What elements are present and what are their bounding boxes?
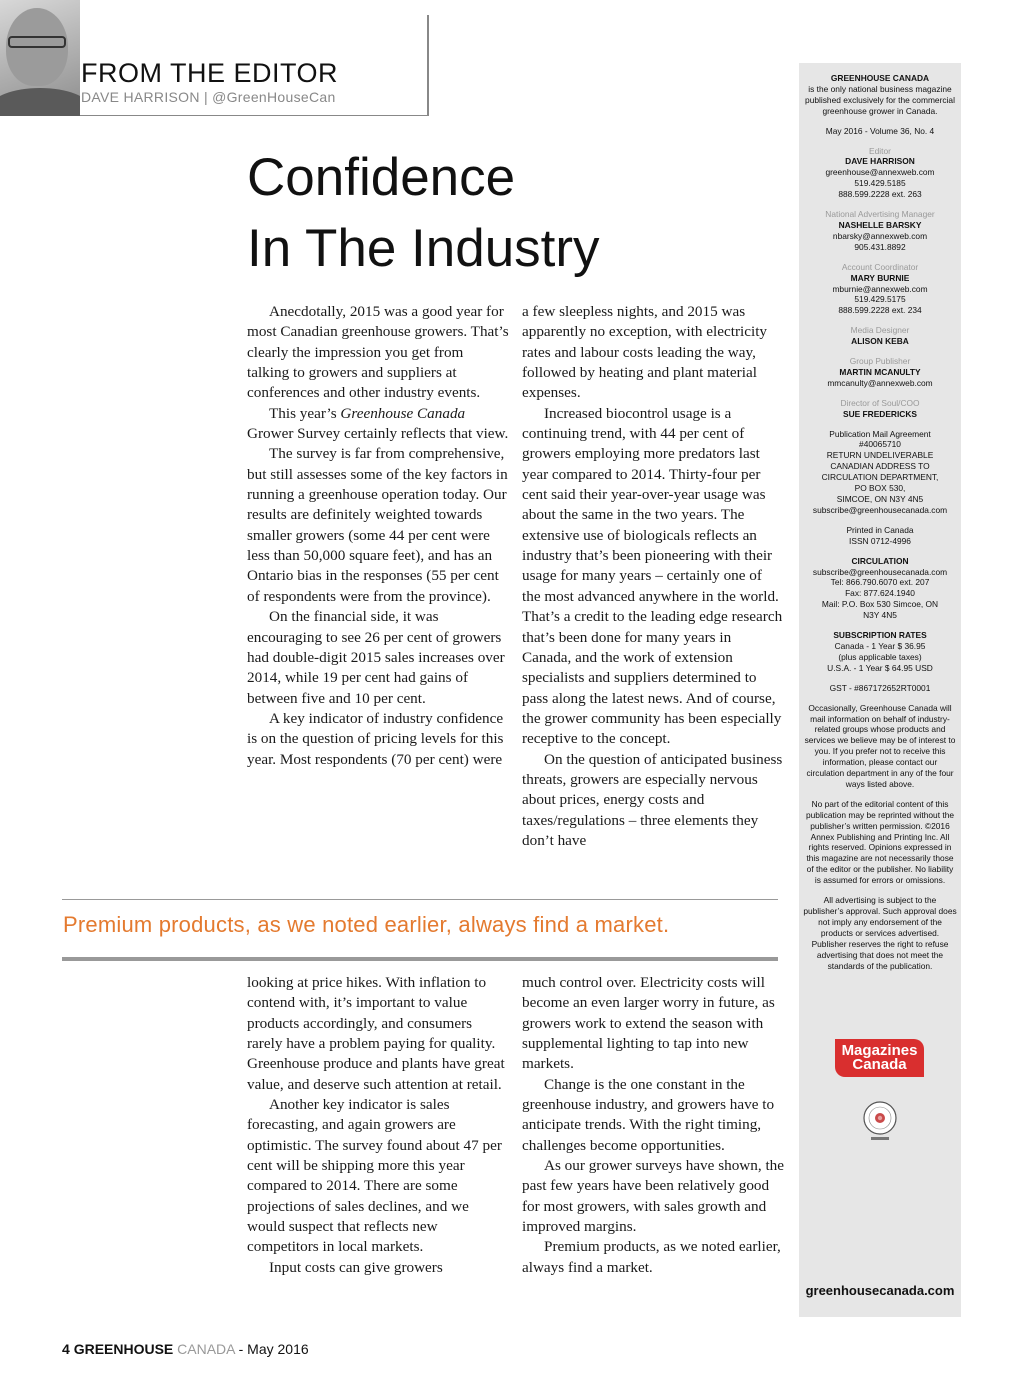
- staff-contact: 519.429.5175: [854, 294, 906, 305]
- staff-contact: 888.599.2228 ext. 263: [838, 189, 922, 200]
- paragraph: Premium products, as we noted earlier, always find a market.: [522, 1238, 781, 1276]
- circulation-title: CIRCULATION: [851, 555, 909, 566]
- printed-line: ISSN 0712-4996: [849, 535, 911, 546]
- paragraph: Increased biocontrol usage is a continuing trend, with 44 per cent of growers employing more predators last year compared to 2014. Thirty-four per cent said their year-over-year usage was about the same in the two years. The extensive use of biologicals reflects an industry that’s been pioneering with their usage for many years – certainly one of the most advanced anywhere in the world. That’s a credit to the leading edge research that’s been done for many years in Canada, and the work of extension specialists and suppliers determined to pass along the latest news. And of course, the grower community has been especially receptive to the concept.: [522, 404, 783, 748]
- masthead-staff-entry: [803, 398, 957, 420]
- article-column-2-top: [522, 302, 784, 851]
- staff-role: Group Publisher: [849, 356, 911, 367]
- circulation-line: Mail: P.O. Box 530 Simcoe, ON: [821, 599, 939, 610]
- staff-role: Media Designer: [850, 325, 910, 336]
- staff-contact: mmcanulty@annexweb.com: [827, 377, 933, 388]
- paragraph: On the financial side, it was encouraging to see 26 per cent of growers had double-digit 2015 sales increases over 2014, while 19 per cent had gains of between five and 10 per cent.: [247, 608, 505, 707]
- staff-name: MARY BURNIE: [850, 272, 910, 283]
- paragraph: looking at price hikes. With inflation to contend with, it’s important to value products accordingly, and consumers rarely have a problem paying for quality. Greenhouse produce and plants have great value, and deserve such attention at retail.: [247, 974, 505, 1093]
- circulation-line: Fax: 877.624.1940: [845, 588, 915, 599]
- subscription-line: U.S.A. - 1 Year $ 64.95 USD: [827, 662, 933, 673]
- article-column-1-top: [247, 302, 509, 770]
- circulation-line: Tel: 866.790.6070 ext. 207: [830, 577, 930, 588]
- staff-contact: 905.431.8892: [854, 241, 906, 252]
- article-headline: [247, 142, 600, 284]
- mail-agreement-line: CANADIAN ADDRESS TO: [830, 461, 930, 472]
- footer-brand-light: CANADA: [177, 1341, 235, 1357]
- website-link[interactable]: greenhousecanada.com: [805, 1283, 955, 1298]
- article-column-2-bottom: [522, 973, 784, 1278]
- header-divider-vertical: [427, 15, 429, 116]
- editor-photo: [0, 0, 80, 116]
- mail-agreement-line: RETURN UNDELIVERABLE: [826, 450, 934, 461]
- staff-name: MARTIN MCANULTY: [839, 366, 921, 377]
- masthead-circulation: [803, 556, 957, 621]
- staff-name: NASHELLE BARSKY: [838, 219, 922, 230]
- page-footer: [62, 1341, 309, 1357]
- staff-role: Editor: [869, 145, 891, 156]
- masthead-staff-entry: [803, 356, 957, 389]
- staff-role: Account Coordinator: [841, 261, 919, 272]
- headline-line-2: In The Industry: [247, 219, 600, 278]
- pull-quote-rule-top: [62, 899, 778, 900]
- staff-contact: greenhouse@annexweb.com: [825, 167, 935, 178]
- article-column-1-bottom: [247, 973, 509, 1278]
- masthead-staff-entry: [803, 209, 957, 253]
- masthead-staff-entry: [803, 146, 957, 201]
- paragraph: This year’s Greenhouse Canada Grower Survey certainly reflects that view.: [247, 404, 509, 443]
- staff-role: Director of Soul/COO: [840, 397, 920, 408]
- masthead-intro: [803, 73, 957, 117]
- paragraph: The survey is far from comprehensive, but still assesses some of the key factors in running a greenhouse operation today. Our results are definitely weighted towards smaller growers (some 44 per cent were less than 50,000 square feet), and has an Ontario bias in the responses (55 per cent of respondents were from the province).: [247, 445, 508, 605]
- page-number: 4: [62, 1341, 70, 1357]
- staff-name: DAVE HARRISON: [845, 156, 915, 167]
- masthead-notice-advertising: All advertising is subject to the publisher’s approval. Such approval does not imply any endorsement of the products or services advertised. Publisher reserves the right to refuse advertising that does not meet the standards of the publication.: [803, 895, 957, 971]
- mail-agreement-line: #40065710: [859, 439, 901, 450]
- masthead-subscription: [803, 630, 957, 674]
- paragraph: much control over. Electricity costs will become an even larger worry in future, as growers work to extend the season with supplemental lighting to tap into new markets.: [522, 974, 775, 1073]
- subscription-line: Canada - 1 Year $ 36.95: [834, 640, 926, 651]
- mail-agreement-line: Publication Mail Agreement: [829, 428, 931, 439]
- editor-byline: DAVE HARRISON | @GreenHouseCan: [81, 89, 336, 105]
- circulation-line: subscribe@greenhousecanada.com: [812, 566, 948, 577]
- staff-name: ALISON KEBA: [851, 336, 909, 347]
- staff-contact: 519.429.5185: [854, 178, 906, 189]
- paragraph: Anecdotally, 2015 was a good year for most Canadian greenhouse growers. That’s clearly the impression you get from talking to growers and suppliers at conferences and other industry events.: [247, 303, 509, 402]
- pull-quote-rule-bottom: [62, 957, 778, 961]
- masthead-pub-name: GREENHOUSE CANADA: [830, 73, 930, 83]
- paragraph: As our grower surveys have shown, the past few years have been relatively good for most growers, with sales growth and improved margins.: [522, 1157, 784, 1236]
- footer-brand-bold: GREENHOUSE: [73, 1341, 174, 1357]
- mail-agreement-line: PO BOX 530,: [854, 483, 906, 494]
- staff-contact: 888.599.2228 ext. 234: [838, 305, 922, 316]
- publication-name: Greenhouse Canada: [340, 404, 466, 422]
- subscription-line: (plus applicable taxes): [838, 651, 922, 662]
- section-title: FROM THE EDITOR: [81, 58, 339, 88]
- masthead-staff-entry: [803, 262, 957, 317]
- mail-agreement-line: CIRCULATION DEPARTMENT,: [821, 472, 939, 483]
- mail-agreement-line: subscribe@greenhousecanada.com: [812, 504, 948, 515]
- masthead-mail-agreement: [803, 429, 957, 516]
- subscription-title: SUBSCRIPTION RATES: [833, 630, 927, 641]
- masthead-printed: [803, 525, 957, 547]
- masthead-staff-entry: [803, 325, 957, 347]
- masthead-notice-mailing: Occasionally, Greenhouse Canada will mail information on behalf of industry-related groups whose products and services we believe may be of interest to you. If you prefer not to receive this information, please contact our circulation department in any of the four ways listed above.: [804, 702, 956, 789]
- circulation-line: N3Y 4N5: [863, 610, 897, 621]
- paragraph: On the question of anticipated business threats, growers are especially nervous about prices, energy costs and taxes/regulations – three elements they don’t have: [522, 750, 783, 849]
- staff-name: SUE FREDERICKS: [843, 408, 917, 419]
- masthead-staff-list: [803, 146, 957, 420]
- paragraph: Another key indicator is sales forecasting, and again growers are optimistic. The survey found about 47 per cent will be shipping more this year compared to 2014. There are some projections of sales declines, and we would suspect that reflects new competitors in local markets.: [247, 1096, 502, 1256]
- masthead-notice-copyright: No part of the editorial content of this publication may be reprinted without the publisher’s written permission. ©2016 Annex Publishing and Printing Inc. All rights reserved. Opinions expressed in this magazine are not necessarily those of the editor or the publisher. No liability is assumed for errors or omissions.: [805, 798, 955, 886]
- magazines-canada-logo: Magazines Canada: [835, 1039, 924, 1077]
- growers-seal-icon: [861, 1100, 899, 1144]
- mail-agreement-line: SIMCOE, ON N3Y 4N5: [836, 494, 924, 504]
- footer-date: - May 2016: [238, 1341, 309, 1357]
- paragraph: Change is the one constant in the greenhouse industry, and growers have to anticipate trends. With the right timing, challenges become opportunities.: [522, 1075, 775, 1154]
- staff-role: National Advertising Manager: [825, 209, 935, 220]
- paragraph: Input costs can give growers: [269, 1258, 443, 1276]
- header-divider-horizontal: [80, 115, 429, 116]
- pull-quote: Premium products, as we noted earlier, always find a market.: [63, 912, 670, 937]
- paragraph: a few sleepless nights, and 2015 was apparently no exception, with electricity rates and labour costs leading the way, followed by heating and plant material expenses.: [522, 303, 768, 402]
- printed-line: Printed in Canada: [846, 524, 914, 535]
- masthead-gst: GST - #867172652RT0001: [829, 682, 931, 693]
- masthead-issue: May 2016 - Volume 36, No. 4: [825, 125, 935, 136]
- masthead-pub-desc: is the only national business magazine published exclusively for the commercial greenhouse grower in Canada.: [805, 83, 955, 116]
- headline-line-1: Confidence: [247, 148, 516, 207]
- staff-contact: mburnie@annexweb.com: [832, 283, 928, 294]
- staff-contact: nbarsky@annexweb.com: [832, 230, 928, 241]
- paragraph: A key indicator of industry confidence is on the question of pricing levels for this year. Most respondents (70 per cent) were: [247, 709, 504, 768]
